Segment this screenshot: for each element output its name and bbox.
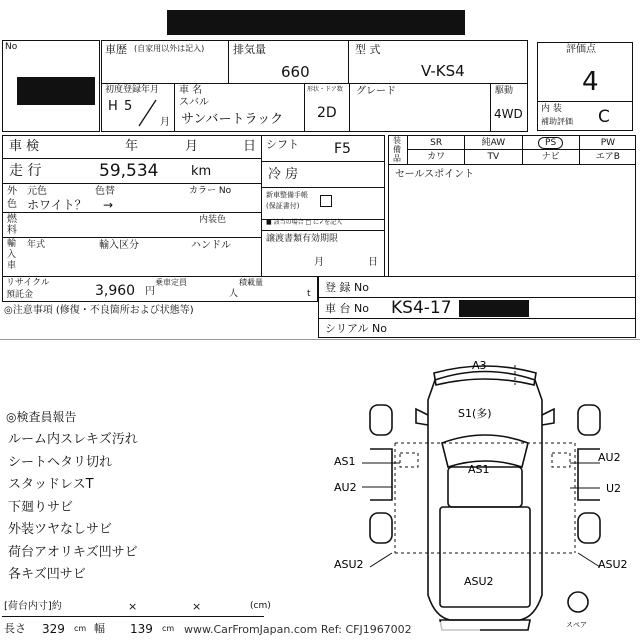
import-year-label: 年式 [27,240,46,250]
no-box [2,40,100,132]
cargo-length-value: 329 [42,622,65,636]
rear-right-wheel [578,513,600,543]
model-label: 型 式 [355,43,381,56]
equipment-box [388,135,636,165]
equipment-item [579,136,636,150]
mileage-unit: km [191,164,212,179]
car-name-label: 車 名 [179,85,203,96]
cargo-width-value: 139 [130,622,153,636]
displacement-label: 排気量 [233,43,266,56]
exterior-label-2: 色 [7,199,17,210]
import-row [2,237,262,277]
label-asu2-left: ASU2 [334,558,364,571]
first-reg-era: H [108,99,118,114]
cargo-unit: (cm) [250,601,271,611]
history-note: (自家用以外は記入) [134,44,205,53]
recycle-value: 3,960 [95,283,136,299]
car-damage-diagram [330,355,640,640]
right-mirror-shape [542,409,554,425]
cargo-width-unit: cm [162,624,175,633]
slash-mark [136,98,158,128]
displacement-value: 660 [281,63,310,81]
cargo-bed-shape [440,507,530,607]
mileage-label: 走 行 [9,163,42,179]
model-cell [348,40,528,84]
interior-value: C [598,107,610,127]
sales-points-label: セールスポイント [395,169,475,180]
label-s1: S1(多) [458,407,492,420]
inspection-row [2,135,262,159]
mileage-value: 59,534 [99,161,159,181]
cargo-length-unit: cm [74,624,87,633]
equipment-side-2: 備 [393,145,401,154]
reg-no-label: 登 録 No [325,281,369,294]
redacted-no [17,77,95,105]
recycle-unit: 円 [145,286,155,297]
serial-row [318,318,636,338]
spare-tire-shape [568,592,588,612]
label-a3: A3 [472,359,487,372]
color-arrow: → [103,198,114,212]
history-cell [101,40,229,84]
inspector-line: 荷台アオリキズ凹サビ [8,544,138,560]
left-side-shape [370,449,392,500]
model-value: V-KS4 [421,62,465,80]
equipment-item [464,136,521,150]
color-change-label: 色替 [95,186,115,197]
shape-cell [304,83,350,132]
label-u2-right: U2 [606,482,622,495]
maintenance-label-1: 新車整備手帳 [266,191,308,199]
shift-label: シフト [266,138,299,151]
grade-value: 4 [582,67,599,97]
inspection-day-unit: 日 [243,139,257,154]
color-row [2,183,262,213]
first-reg-label: 初度登録年月 [105,85,160,95]
maintenance-note: ■ 該当の場合 □ に✓を記入 [266,219,343,226]
sales-points-box [388,164,636,277]
transfer-month-unit: 月 [314,257,324,268]
color-no-label: カラー No [189,186,232,196]
cargo-length-label: 長さ [4,622,26,635]
equipment-grid [407,136,636,164]
chassis-row [318,297,636,319]
fuel-row [2,212,262,238]
import-label-3: 車 [7,261,17,271]
drive-cell [490,83,528,132]
equipment-item [407,150,464,164]
redacted-block-top [167,10,465,35]
inspector-line: スタッドレスT [8,477,94,492]
interior-sub-label: 補助評価 [541,117,573,126]
equipment-side-1: 装 [393,136,401,145]
inspector-title: ◎検査員報告 [6,410,77,424]
label-as1-center: AS1 [468,463,490,476]
front-right-wheel [578,405,600,435]
watermark-text: www.CarFromJapan.com Ref: CFJ1967002 [184,623,412,636]
transfer-label: 譲渡書類有効期限 [266,234,339,244]
capacity-unit: 人 [229,289,239,299]
car-name-value: サンバートラック [181,112,284,127]
maintenance-label-2: (保証書付) [266,202,300,210]
grade-cell [349,83,491,132]
front-left-wheel [370,405,392,435]
inspection-month-unit: 月 [185,139,199,154]
mileage-row [2,158,262,184]
equipment-item-label: エアB [595,152,620,162]
drive-value: 4WD [494,107,523,121]
right-side-shape [578,449,600,500]
cargo-times-2: × [192,600,202,613]
original-color-label: 元色 [27,186,47,197]
equipment-item [407,136,464,150]
first-reg-year: 5 [124,99,133,114]
equipment-item-label: ナビ [541,152,560,162]
interior-color-label: 内装色 [199,215,227,225]
equipment-item-label: SR [430,138,443,148]
recycle-label-2: 預託金 [6,290,34,300]
load-label: 積載量 [239,278,263,287]
shift-cell [261,135,385,162]
label-asu2-right: ASU2 [598,558,628,571]
transfer-cell [261,230,385,277]
label-au2-right: AU2 [598,451,621,464]
transfer-day-unit: 日 [368,257,378,268]
chassis-value: KS4-17 [391,298,452,318]
capacity-label: 乗車定員 [155,278,187,287]
notes-label: ◎注意事項 (修復・不良箇所および状態等) [4,305,194,316]
grade-box-label: 評価点 [566,44,596,55]
exterior-label-1: 外 [7,186,17,197]
displacement-cell [228,40,349,84]
serial-label: シリアル No [325,322,388,335]
equipment-item [522,150,579,164]
equipment-item [579,150,636,164]
equipment-side-3: 品 [393,154,401,163]
recycle-label-1: リサイクル [6,278,50,288]
import-label-2: 入 [7,250,17,260]
cargo-divider [2,616,264,617]
fuel-label-2: 料 [7,225,17,236]
ac-label: 冷 房 [268,167,299,182]
grade-label: グレード [356,86,396,97]
doors-value: 2D [317,105,337,121]
equipment-item-label: PS [538,137,563,149]
equipment-item-label: カワ [427,152,446,162]
inspection-year-unit: 年 [125,139,139,154]
equipment-item-label: TV [487,152,500,162]
left-mirror-shape [416,409,428,425]
maker-name: スバル [179,97,209,108]
no-label: No [5,42,18,52]
interior-label: 内 装 [541,104,562,114]
maintenance-checkbox[interactable] [320,195,332,207]
fuel-label-1: 燃 [7,214,17,225]
inspection-label: 車 検 [9,139,40,154]
first-reg-cell [101,83,175,132]
equipment-item [522,136,579,150]
label-spare: スペア [566,621,587,629]
redacted-chassis [459,300,529,317]
first-reg-month-unit: 月 [160,117,170,128]
equipment-item-label: 純AW [481,138,506,148]
rear-left-wheel [370,513,392,543]
inspector-line: 外装ツヤなしサビ [8,522,113,537]
grade-box [537,42,633,102]
load-unit: t [307,289,311,299]
ac-cell [261,161,385,188]
inspector-line: 下廻りサビ [8,499,74,515]
equipment-item-label: PW [600,138,616,148]
import-category-label: 輸入区分 [99,240,139,251]
label-asu2-bottom: ASU2 [464,575,494,588]
watermark [180,622,480,638]
import-label-1: 輸 [7,239,17,249]
recycle-row [2,276,318,302]
handle-label: ハンドル [191,240,231,251]
cargo-title: [荷台内寸]約 [4,601,62,612]
chassis-label: 車 台 No [325,302,369,315]
shift-value: F5 [334,141,351,157]
maintenance-cell [261,187,385,220]
history-label: 車歴 [105,43,127,56]
drive-label: 駆動 [495,86,514,96]
interior-box [537,101,633,131]
label-as1-left: AS1 [334,455,356,468]
inspector-line: 各キズ凹サビ [8,567,86,582]
inspector-line: ルーム内スレキズ汚れ [8,432,138,447]
inspector-line: シートヘタリ切れ [8,454,113,470]
notes-divider [0,339,640,340]
shape-label: 形状・ドア数 [307,86,343,93]
cargo-width-label: 幅 [94,622,105,635]
car-name-cell [174,83,305,132]
equipment-item [464,150,521,164]
reg-no-row [318,276,636,298]
label-au2-left: AU2 [334,481,357,494]
cargo-times-1: × [128,600,138,613]
color-value: ホワイト？ [27,198,87,212]
